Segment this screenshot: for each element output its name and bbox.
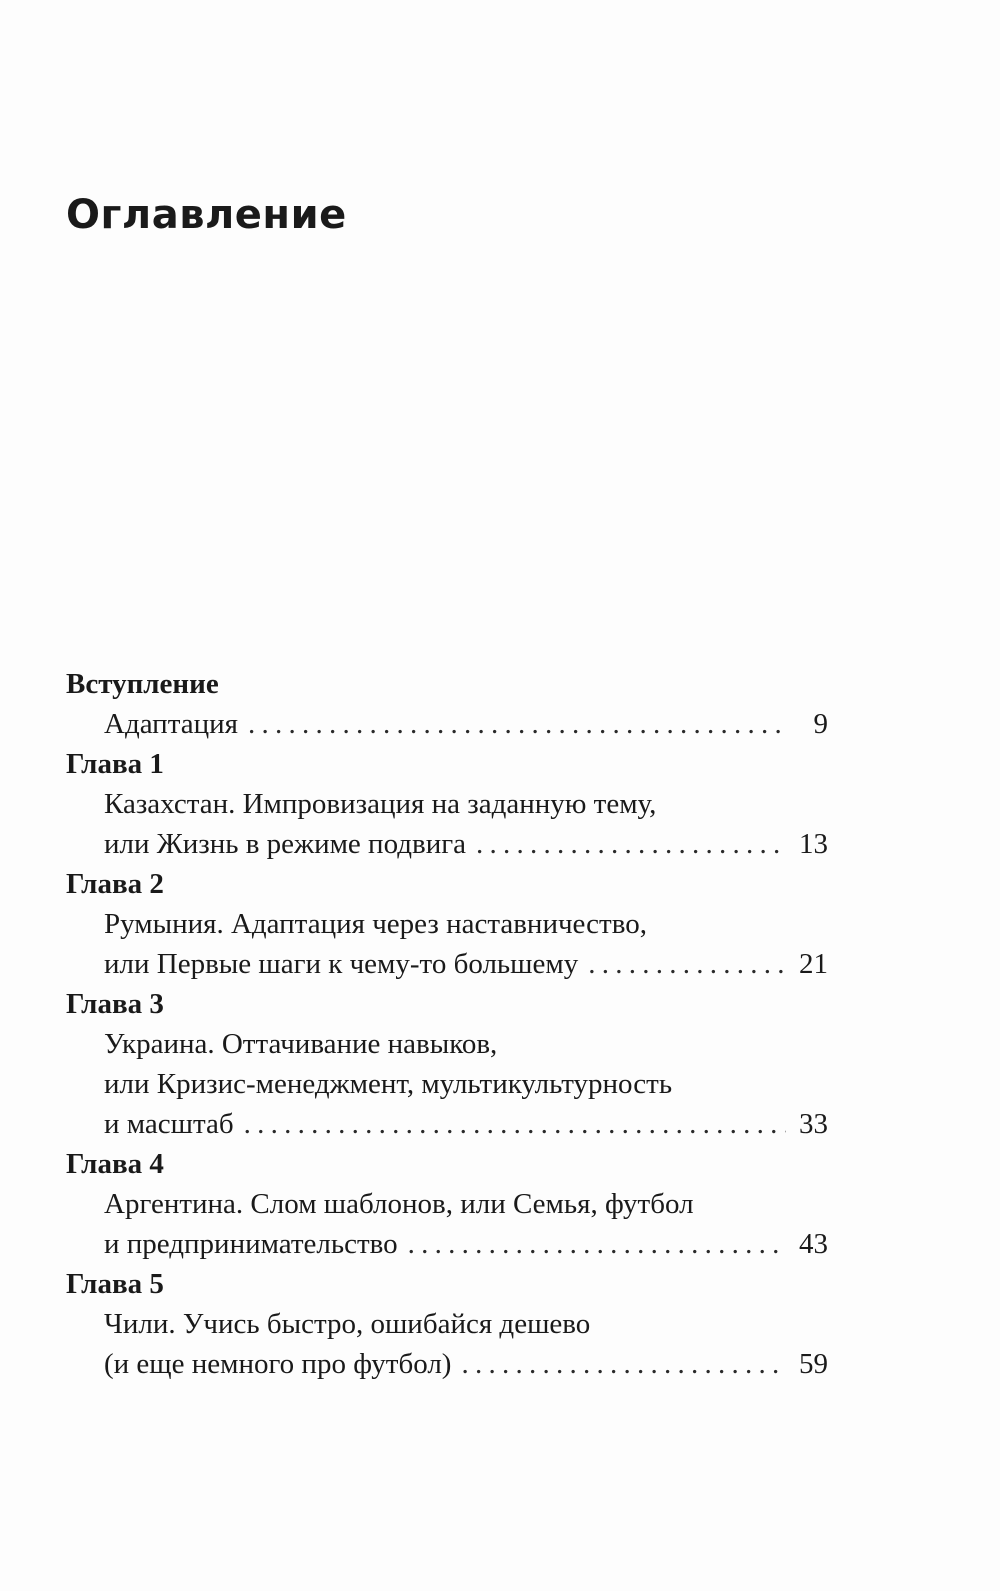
section-heading: Глава 4 [66, 1148, 164, 1180]
toc-section-chapter-3 [66, 984, 828, 1144]
page-number: 59 [799, 1348, 828, 1380]
entry-title-line: (и еще немного про футбол) [104, 1348, 452, 1380]
dot-leader [588, 944, 786, 984]
toc-entry[interactable] [66, 904, 828, 984]
entry-title-line: Казахстан. Импровизация на заданную тему, [104, 788, 657, 820]
dot-leader [244, 1104, 786, 1144]
section-heading: Глава 5 [66, 1268, 164, 1300]
entry-title-line: Аргентина. Слом шаблонов, или Семья, футбол [104, 1188, 694, 1220]
entry-title-line: или Жизнь в режиме подвига [104, 828, 466, 860]
dot-leader [461, 1344, 786, 1384]
toc-entry[interactable] [66, 704, 828, 744]
page-number: 21 [799, 948, 828, 980]
toc-section-chapter-5 [66, 1264, 828, 1384]
entry-leader-line [104, 944, 828, 984]
entry-title-line: Украина. Оттачивание навыков, [104, 1028, 498, 1060]
section-heading: Вступление [66, 668, 219, 700]
entry-title-line: Румыния. Адаптация через наставничество, [104, 908, 647, 940]
table-of-contents [66, 664, 828, 1384]
toc-section-intro [66, 664, 828, 744]
entry-leader-line [104, 1104, 828, 1144]
entry-leader-line [104, 1344, 828, 1384]
entry-title-line: или Кризис-менеджмент, мультикультурность [104, 1068, 673, 1100]
section-heading: Глава 2 [66, 868, 164, 900]
section-heading: Глава 1 [66, 748, 164, 780]
entry-title-line: или Первые шаги к чему-то большему [104, 948, 579, 980]
dot-leader [476, 824, 786, 864]
toc-entry[interactable] [66, 1304, 828, 1384]
toc-entry[interactable] [66, 1184, 828, 1264]
toc-section-chapter-2 [66, 864, 828, 984]
toc-section-chapter-1 [66, 744, 828, 864]
page-number: 43 [799, 1228, 828, 1260]
entry-leader-line [104, 824, 828, 864]
dot-leader [408, 1224, 786, 1264]
page-number: 13 [799, 828, 828, 860]
entry-leader-line [104, 1224, 828, 1264]
entry-title-line: и масштаб [104, 1108, 234, 1140]
entry-leader-line [104, 704, 828, 744]
page-title: Оглавление [66, 192, 347, 238]
entry-title-line: и предпринимательство [104, 1228, 398, 1260]
toc-section-chapter-4 [66, 1144, 828, 1264]
toc-entry[interactable] [66, 784, 828, 864]
toc-entry[interactable] [66, 1024, 828, 1144]
page-number: 9 [813, 708, 828, 740]
entry-title-line: Чили. Учись быстро, ошибайся дешево [104, 1308, 591, 1340]
page-number: 33 [799, 1108, 828, 1140]
entry-title-line: Адаптация [104, 708, 238, 740]
dot-leader [248, 704, 786, 744]
section-heading: Глава 3 [66, 988, 164, 1020]
